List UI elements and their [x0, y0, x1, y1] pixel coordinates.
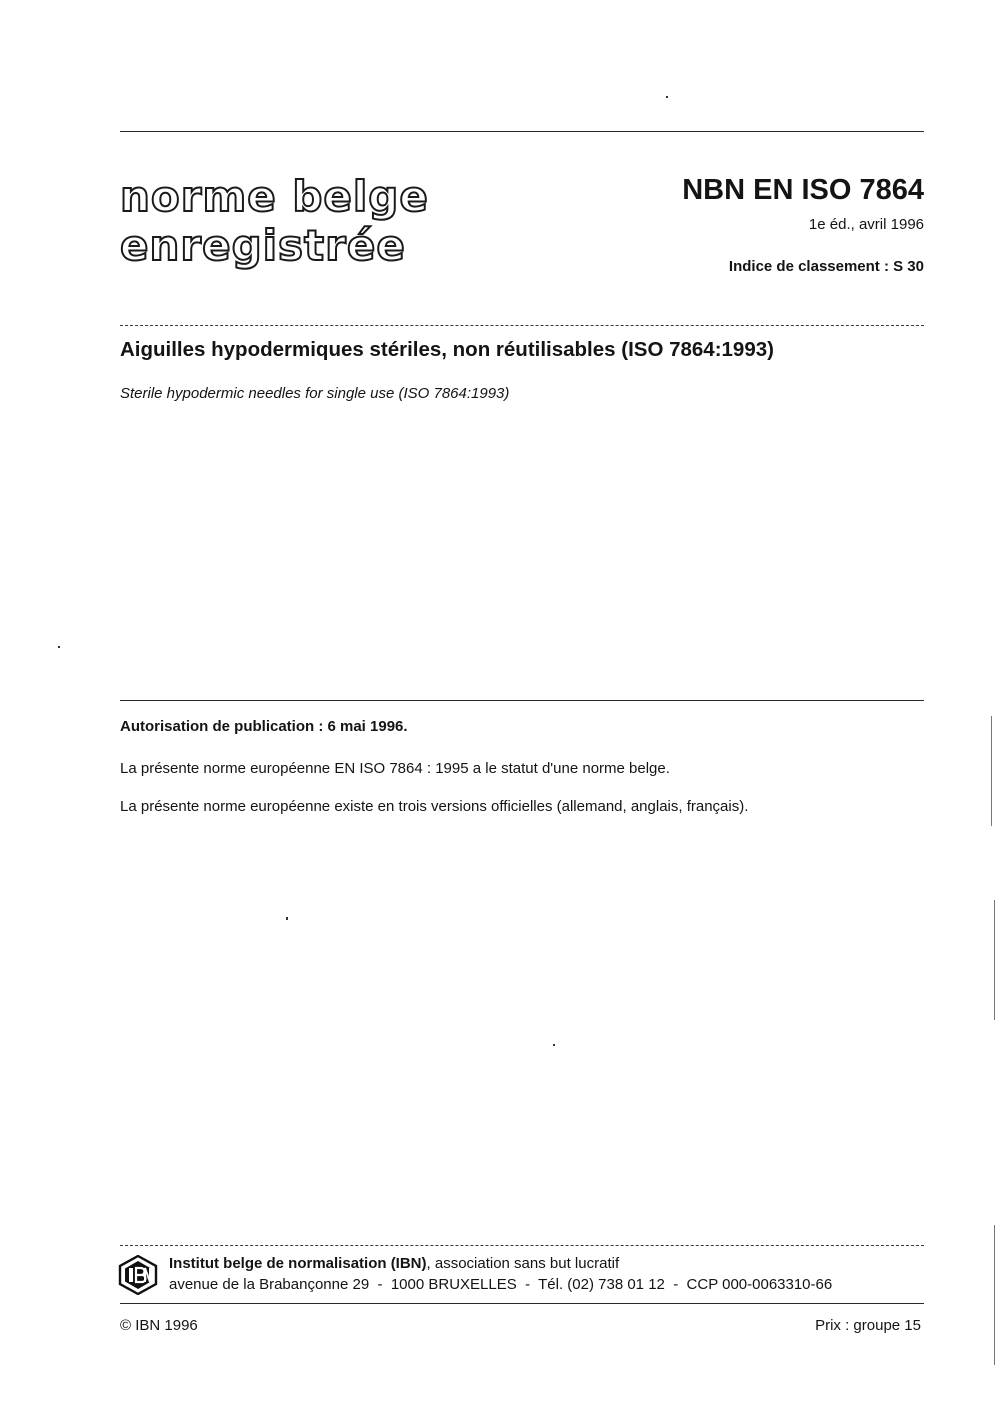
institute-suffix: , association sans but lucratif [426, 1255, 620, 1272]
ibn-logo-icon [118, 1255, 158, 1295]
top-divider [120, 131, 924, 132]
scan-speck [553, 1044, 555, 1046]
publication-authorization: Autorisation de publication : 6 mai 1996. [120, 718, 408, 735]
body-divider [120, 700, 924, 701]
scan-edge [991, 716, 992, 826]
copyright: © IBN 1996 [120, 1317, 198, 1334]
title-french: Aiguilles hypodermiques stériles, non réutilisables (ISO 7864:1993) [120, 338, 774, 361]
classification-index: Indice de classement : S 30 [728, 258, 924, 275]
brand-line-1: norme belge [120, 172, 429, 221]
edition-date: 1e éd., avril 1996 [808, 216, 924, 233]
title-english: Sterile hypodermic needles for single use (ISO 7864:1993) [120, 385, 510, 402]
institute-line [169, 1256, 619, 1271]
footer-bottom-divider [120, 1303, 924, 1304]
institute-name: Institut belge de normalisation (IBN) [169, 1255, 427, 1272]
versions-paragraph: La présente norme européenne existe en trois versions officielles (allemand, anglais, français). [120, 798, 749, 815]
footer-top-divider [120, 1245, 924, 1246]
brand-line-2: enregistrée [120, 221, 406, 270]
scan-edge [994, 900, 995, 1020]
header-divider [120, 325, 924, 326]
price-group: Prix : groupe 15 [815, 1317, 921, 1334]
scan-speck [286, 917, 288, 920]
scan-speck [666, 96, 668, 98]
scan-speck [58, 646, 60, 648]
institute-address: avenue de la Brabançonne 29 - 1000 BRUXELLES - Tél. (02) 738 01 12 - CCP 000-0063310-66 [169, 1276, 833, 1293]
standard-number: NBN EN ISO 7864 [682, 174, 924, 206]
scan-edge [994, 1225, 995, 1365]
status-paragraph: La présente norme européenne EN ISO 7864 : 1995 a le statut d'une norme belge. [120, 760, 670, 777]
